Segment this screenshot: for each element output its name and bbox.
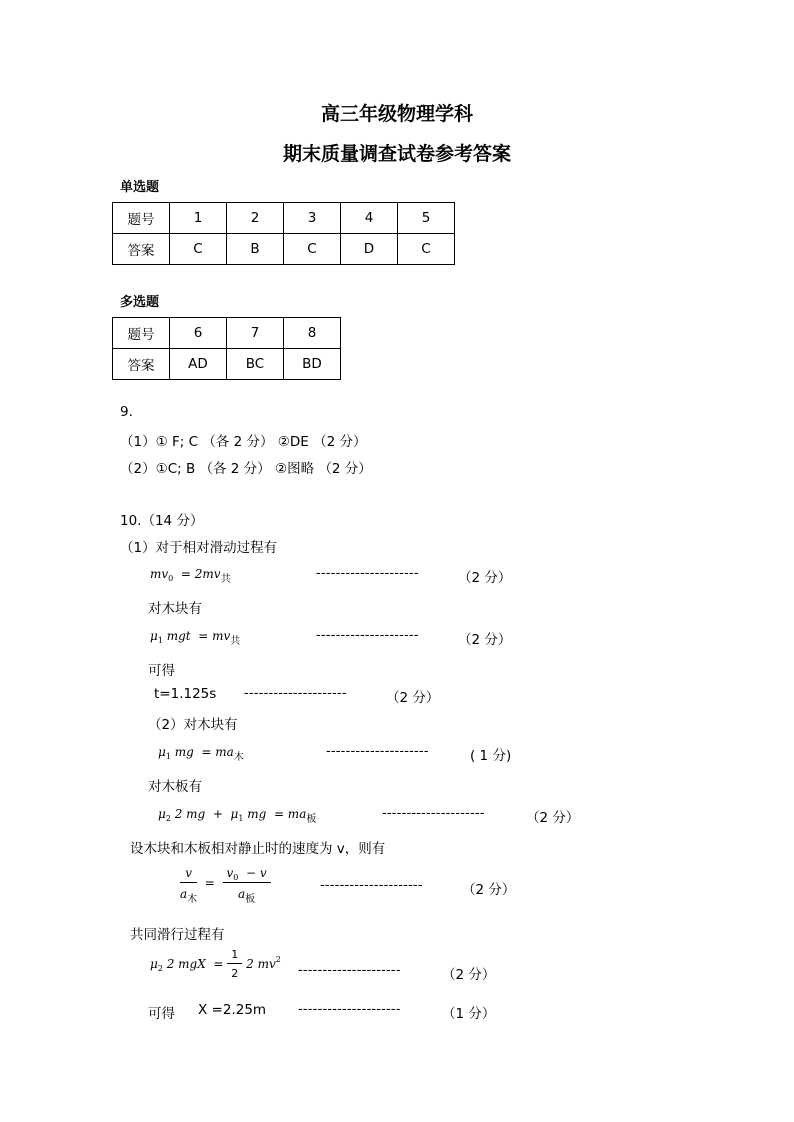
text-board: 对木板有 xyxy=(148,779,202,795)
table-row xyxy=(113,349,341,380)
question-number: 5 xyxy=(398,203,455,234)
dash-leader: --------------------- xyxy=(298,1002,401,1017)
single-choice-heading: 单选题 xyxy=(120,180,160,195)
q10-label: 10.（14 分） xyxy=(120,513,204,529)
text-wood-block: 对木块有 xyxy=(148,601,202,617)
dash-leader: --------------------- xyxy=(316,628,419,643)
dash-leader: --------------------- xyxy=(244,686,347,701)
answer-cell: B xyxy=(227,234,284,265)
question-number: 3 xyxy=(284,203,341,234)
score-label: ( 1 分) xyxy=(470,748,512,764)
equation-block-accel: $\mu_1$ mg = $ma_木$ xyxy=(158,745,244,763)
equation-board-accel: $\mu_2$ 2 mg + $\mu_1$ mg = $ma_板$ xyxy=(158,807,317,825)
question-number: 6 xyxy=(170,318,227,349)
q9-label: 9. xyxy=(120,404,133,420)
score-label: （1 分） xyxy=(442,1006,496,1022)
page-subtitle: 期末质量调查试卷参考答案 xyxy=(282,143,511,165)
t-result: t=1.125s xyxy=(154,686,217,702)
answer-cell: C xyxy=(398,234,455,265)
multi-choice-table xyxy=(112,317,341,380)
equation-energy: $\mu_2$ 2 mgX = $\frac{1}{2}$ 2 $mv^2$ xyxy=(150,948,281,980)
equation-impulse: $\mu_1$ mgt = $mv_共$ xyxy=(150,629,241,647)
question-number: 1 xyxy=(170,203,227,234)
row-label-answer: 答案 xyxy=(113,349,170,380)
question-number: 8 xyxy=(284,318,341,349)
equation-momentum: $mv_0 = 2mv_共$ xyxy=(150,567,231,585)
dash-leader: --------------------- xyxy=(298,963,401,978)
page-title: 高三年级物理学科 xyxy=(320,103,473,125)
answer-cell: C xyxy=(170,234,227,265)
score-label: （2 分） xyxy=(526,810,580,826)
question-number: 7 xyxy=(227,318,284,349)
dash-leader: --------------------- xyxy=(382,806,485,821)
q9-part1: （1）① F; C （各 2 分） ②DE （2 分） xyxy=(120,434,367,450)
text-result2: 可得 xyxy=(148,1006,175,1022)
single-choice-table xyxy=(112,202,455,265)
dash-leader: --------------------- xyxy=(316,566,419,581)
row-label-question: 题号 xyxy=(113,318,170,349)
score-label: （2 分） xyxy=(462,882,516,898)
question-number: 2 xyxy=(227,203,284,234)
dash-leader: --------------------- xyxy=(320,878,423,893)
score-label: （2 分） xyxy=(386,690,440,706)
answer-cell: BD xyxy=(284,349,341,380)
text-result: 可得 xyxy=(148,663,175,679)
answer-cell: BC xyxy=(227,349,284,380)
answer-cell: C xyxy=(284,234,341,265)
text-relative-rest: 设木块和木板相对静止时的速度为 v，则有 xyxy=(130,841,386,857)
row-label-question: 题号 xyxy=(113,203,170,234)
multi-choice-heading: 多选题 xyxy=(120,295,160,310)
score-label: （2 分） xyxy=(458,570,512,586)
q9-part2: （2）①C; B （各 2 分） ②图略 （2 分） xyxy=(120,461,372,477)
equation-time-ratio: $\frac{v}{a_木}$ = $\frac{v_0 - v}{a_板}$ xyxy=(180,866,271,901)
text-common-slide: 共同滑行过程有 xyxy=(130,927,225,943)
table-row xyxy=(113,318,341,349)
question-number: 4 xyxy=(341,203,398,234)
table-row xyxy=(113,234,455,265)
score-label: （2 分） xyxy=(458,632,512,648)
answer-cell: D xyxy=(341,234,398,265)
answer-cell: AD xyxy=(170,349,227,380)
row-label-answer: 答案 xyxy=(113,234,170,265)
dash-leader: --------------------- xyxy=(326,744,429,759)
score-label: （2 分） xyxy=(442,967,496,983)
q10-part2-intro: （2）对木块有 xyxy=(148,717,238,733)
table-row xyxy=(113,203,455,234)
q10-part1-intro: （1）对于相对滑动过程有 xyxy=(120,540,278,556)
x-result: X =2.25m xyxy=(198,1002,267,1018)
